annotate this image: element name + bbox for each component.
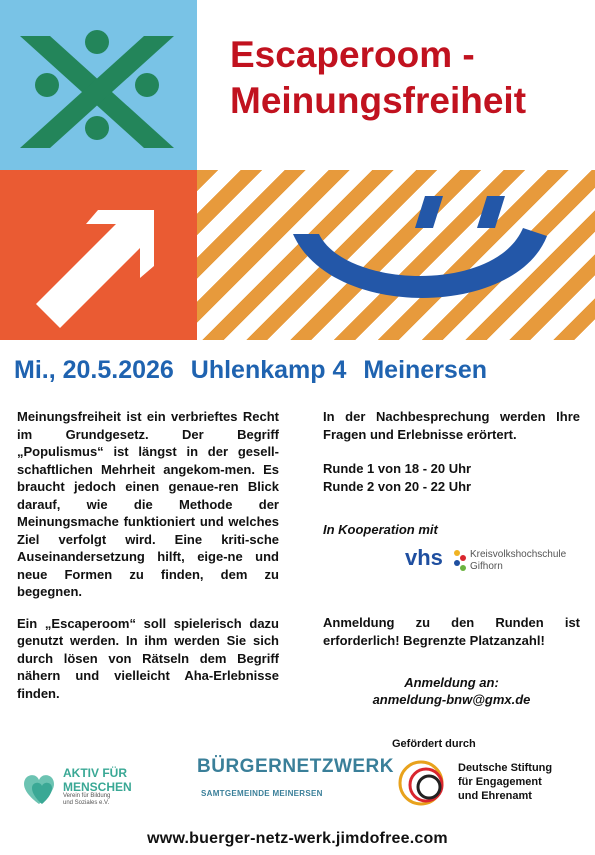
website-url[interactable]: www.buerger-netz-werk.jimdofree.com [147, 830, 448, 847]
anmeldung-email[interactable]: anmeldung-bnw@gmx.de [372, 692, 531, 707]
details-column [323, 408, 580, 495]
x-people-icon [0, 0, 197, 170]
nachbesprechung-text: In der Nachbesprechung werden Ihre Fragen und Erlebnisse erörtert. [323, 409, 580, 442]
dsee-line-2: für Engagement [458, 776, 542, 788]
dsee-name [458, 761, 552, 803]
anmeldung-note: Anmeldung zu den Runden ist erforderlich! Begrenzte Platzanzahl! [323, 615, 580, 648]
arrow-up-right-icon [0, 170, 197, 340]
aktiv-title [63, 766, 132, 794]
gefoerdert-label: Gefördert durch [392, 738, 476, 750]
x-tile [0, 0, 197, 170]
description-paragraph-1: Meinungsfreiheit ist ein verbrieftes Recht im Grundgesetz. Der Begriff „Populismus“ ist längst in der gesell-schaftlichen Mehrheit angekom-men. Es braucht jedoch einen genaue-ren Blick darauf, wie die Methode der Meinungsmache funktioniert und welches Ziel verfolgt wird. Eine kriti-sche Auseinandersetzung hilft, eige-ne und neue Formen zu finden, dem zu begegnen. [17, 409, 279, 599]
runde-2: Runde 2 von 20 - 22 Uhr [323, 478, 472, 494]
description-paragraph-2: Ein „Escaperoom“ soll spielerisch dazu genutzt werden. In ihm werden Sie sich durch lösen von Rätseln dem Begriff nähern und vielleicht Aha-Erlebnisse finden. [17, 615, 279, 701]
vhs-name [470, 549, 566, 573]
samtgemeinde-label: SAMTGEMEINDE MEINERSEN [201, 789, 323, 798]
smiley-icon [197, 170, 595, 340]
event-street: Uhlenkamp 4 [190, 356, 347, 384]
page-title [230, 32, 590, 124]
arrow-tile [0, 170, 197, 340]
kooperation-label: In Kooperation mit [323, 522, 438, 537]
description-column [17, 408, 279, 716]
runde-1: Runde 1 von 18 - 20 Uhr [323, 461, 472, 476]
vhs-logo-text: vhs [405, 545, 443, 570]
vhs-name-line-2: Gifhorn [470, 561, 503, 572]
aktiv-logo-icon [18, 768, 60, 810]
aktiv-sub-2: und Soziales e.V. [63, 800, 110, 806]
event-date: Mi., 20.5.2026 [14, 356, 174, 384]
aktiv-line-1: AKTIV FÜR [63, 766, 127, 780]
title-line-2: Meinungsfreiheit [230, 80, 527, 121]
aktiv-subtitle [63, 793, 110, 807]
aktiv-sub-1: Verein für Bildung [63, 793, 111, 799]
aktiv-line-2: MENSCHEN [63, 780, 132, 794]
dsee-line-1: Deutsche Stiftung [458, 762, 553, 774]
anmeldung-heading: Anmeldung an: [404, 675, 499, 690]
dsee-line-3: und Ehrenamt [458, 790, 532, 802]
buerger-netzwerk-logo: BÜRGERNETZWERK [197, 756, 394, 777]
title-line-1: Escaperoom - [230, 34, 475, 75]
event-info-line [14, 356, 589, 385]
dsee-logo-icon [395, 755, 455, 811]
vhs-name-line-1: Kreisvolkshochschule [470, 549, 567, 560]
vhs-logo-icon [453, 549, 467, 573]
striped-banner [197, 170, 595, 340]
event-town: Meinersen [363, 356, 488, 384]
